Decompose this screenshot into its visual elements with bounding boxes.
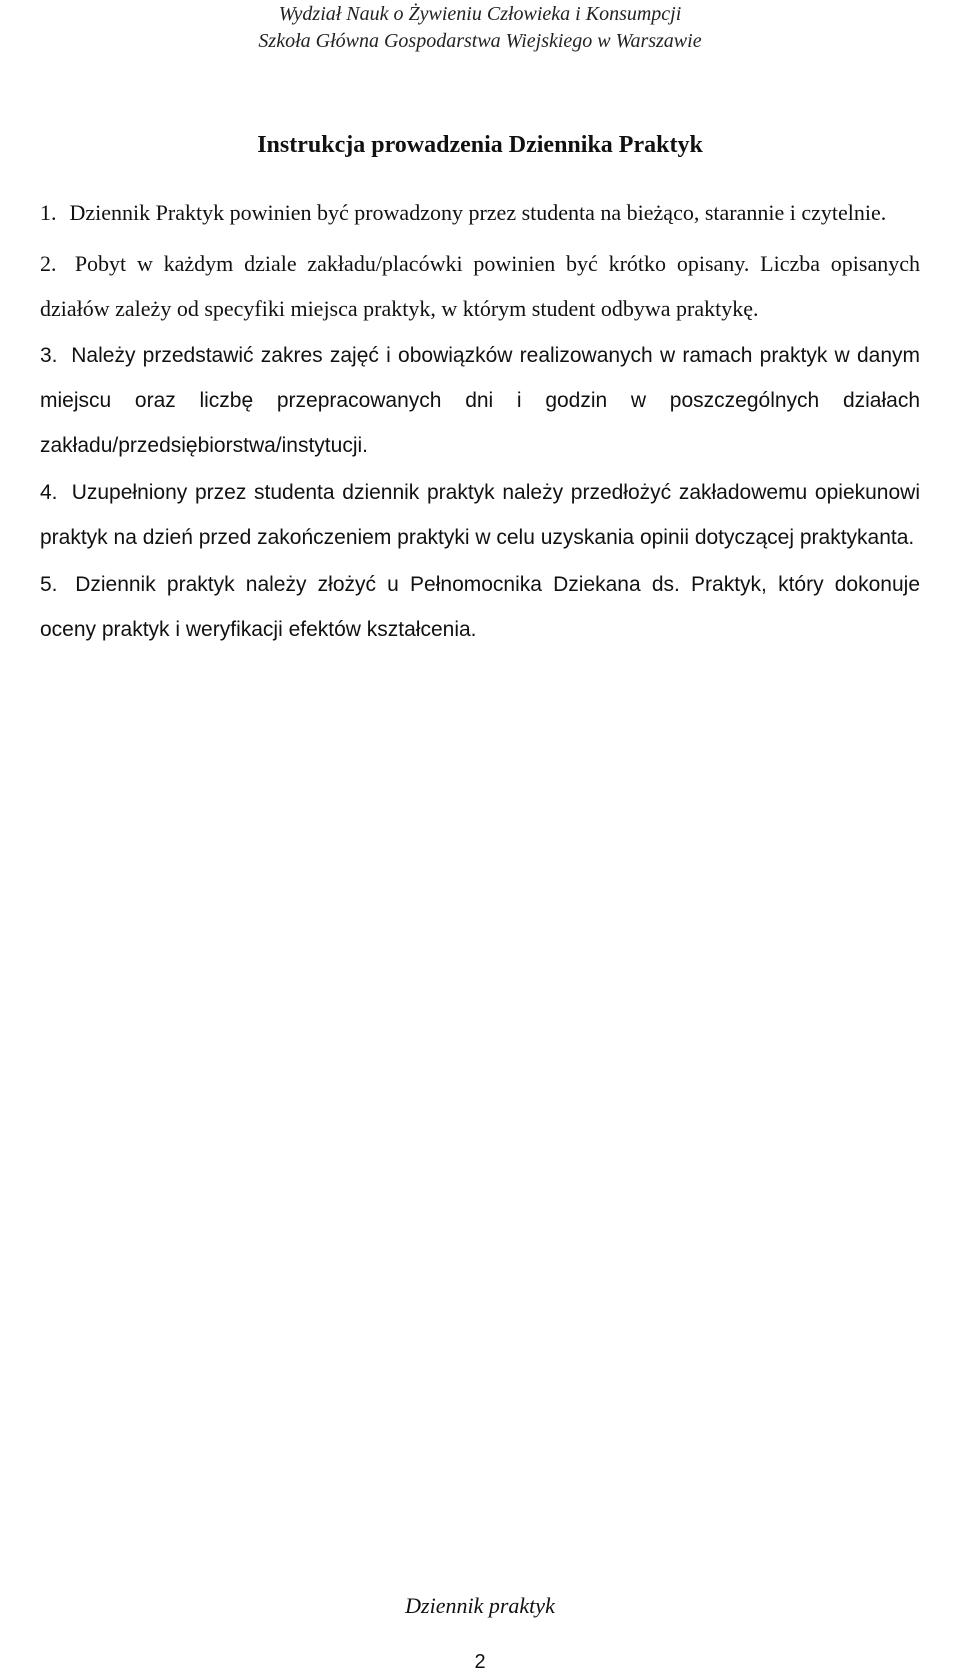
page-number: 2 [474, 1651, 486, 1673]
instruction-number: 2. [40, 251, 57, 276]
instruction-number: 5. [40, 573, 58, 596]
footer-title: Dziennik praktyk [405, 1593, 555, 1618]
instruction-text: Należy przedstawić zakres zajęć i obowiązków realizowanych w ramach praktyk w danym miejscu oraz liczbę przepracowanych dni i godzin w poszczególnych działach zakładu/przedsiębiorstwa/instytucji. [40, 344, 920, 457]
instruction-item-2 [40, 241, 920, 331]
instruction-item-3 [40, 333, 920, 468]
instruction-text: Uzupełniony przez studenta dziennik praktyk należy przedłożyć zakładowemu opiekunowi praktyk na dzień przed zakończeniem praktyki w celu uzyskania opinii dotyczącej praktykanta. [40, 481, 920, 549]
instruction-text: Dziennik praktyk należy złożyć u Pełnomocnika Dziekana ds. Praktyk, który dokonuje oceny praktyk i weryfikacji efektów kształcenia. [40, 573, 920, 641]
instruction-number: 4. [40, 481, 58, 504]
instruction-text: Pobyt w każdym dziale zakładu/placówki powinien być krótko opisany. Liczba opisanych działów zależy od specyfiki miejsca praktyk, w którym student odbywa praktykę. [40, 251, 921, 321]
university-name: Szkoła Główna Gospodarstwa Wiejskiego w Warszawie [258, 30, 702, 52]
instruction-item-4 [40, 470, 920, 560]
instruction-item-5 [40, 562, 920, 652]
page-header [0, 0, 960, 55]
instruction-number: 1. [40, 200, 57, 225]
instruction-number: 3. [40, 344, 58, 367]
faculty-name: Wydział Nauk o Żywieniu Człowieka i Konsumpcji [278, 3, 682, 25]
instructions-list [40, 190, 920, 652]
instruction-item-1 [40, 190, 920, 235]
instruction-text: Dziennik Praktyk powinien być prowadzony przez studenta na bieżąco, starannie i czytelnie. [69, 200, 887, 225]
document-title: Instrukcja prowadzenia Dziennika Praktyk [257, 132, 703, 158]
